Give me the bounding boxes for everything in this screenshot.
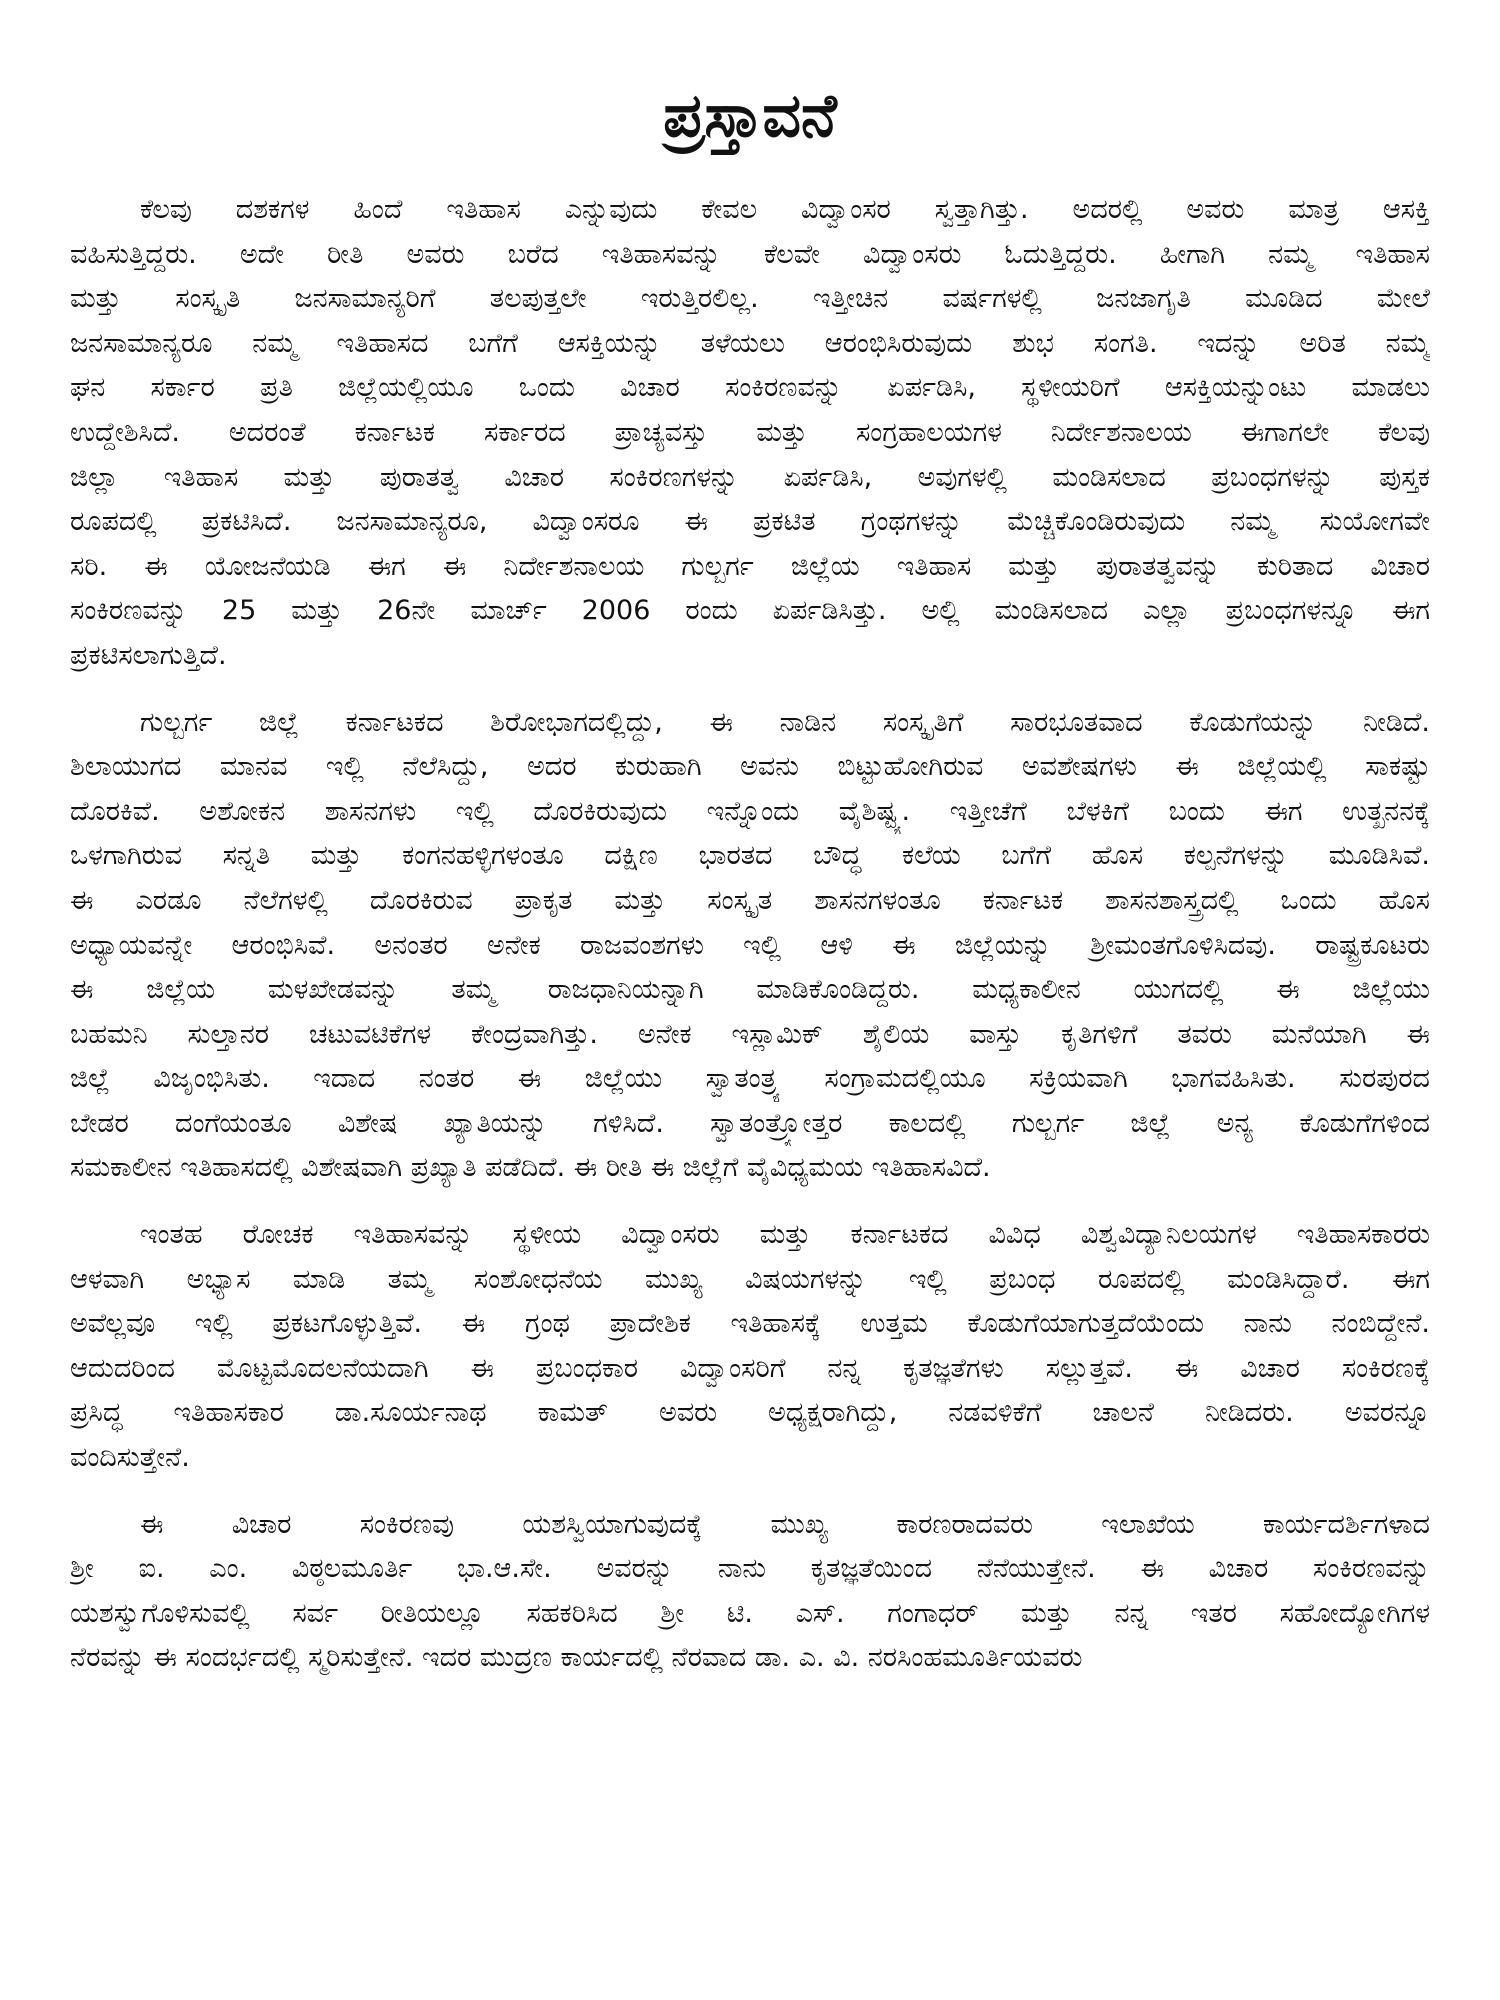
text-line: ಸರಿ. ಈ ಯೋಜನೆಯಡಿ ಈಗ ಈ ನಿರ್ದೇಶನಾಲಯ ಗುಲ್ಬರ್ಗ ಜಿಲ್ಲೆಯ ಇತಿಹಾಸ ಮತ್ತು ಪುರಾತತ್ವವನ್ನು ಕುರಿತಾದ ವಿಚಾರ (70, 550, 1430, 582)
text-line: ಸಮಕಾಲೀನ ಇತಿಹಾಸದಲ್ಲಿ ವಿಶೇಷವಾಗಿ ಪ್ರಖ್ಯಾತಿ ಪಡೆದಿದೆ. ಈ ರೀತಿ ಈ ಜಿಲ್ಲೆಗೆ ವೈವಿಧ್ಯಮಯ ಇತಿಹಾಸವಿದೆ. (70, 1152, 991, 1184)
paragraph (70, 701, 1430, 1192)
text-line: ಶಿಲಾಯುಗದ ಮಾನವ ಇಲ್ಲಿ ನೆಲೆಸಿದ್ದು, ಅದರ ಕುರುಹಾಗಿ ಅವನು ಬಿಟ್ಟುಹೋಗಿರುವ ಅವಶೇಷಗಳು ಈ ಜಿಲ್ಲೆಯಲ್ಲಿ ಸಾಕಷ್ಟು (70, 751, 1430, 783)
text-line: ಜನಸಾಮಾನ್ಯರೂ ನಮ್ಮ ಇತಿಹಾಸದ ಬಗೆಗೆ ಆಸಕ್ತಿಯನ್ನು ತಳೆಯಲು ಆರಂಭಿಸಿರುವುದು ಶುಭ ಸಂಗತಿ. ಇದನ್ನು ಅರಿತ ನಮ್ಮ (70, 327, 1430, 359)
text-line: ರೂಪದಲ್ಲಿ ಪ್ರಕಟಿಸಿದೆ. ಜನಸಾಮಾನ್ಯರೂ, ವಿದ್ವಾಂಸರೂ ಈ ಪ್ರಕಟಿತ ಗ್ರಂಥಗಳನ್ನು ಮೆಚ್ಚಿಕೊಂಡಿರುವುದು ನಮ್ಮ ಸುಯೋಗವೇ (70, 506, 1430, 538)
text-line: ಪ್ರಕಟಿಸಲಾಗುತ್ತಿದೆ. (70, 639, 227, 671)
text-line: ವಹಿಸುತ್ತಿದ್ದರು. ಅದೇ ರೀತಿ ಅವರು ಬರೆದ ಇತಿಹಾಸವನ್ನು ಕೆಲವೇ ವಿದ್ವಾಂಸರು ಓದುತ್ತಿದ್ದರು. ಹೀಗಾಗಿ ನಮ್ಮ ಇತಿಹಾಸ (70, 238, 1430, 270)
text-line: ಇಂತಹ ರೋಚಕ ಇತಿಹಾಸವನ್ನು ಸ್ಥಳೀಯ ವಿದ್ವಾಂಸರು ಮತ್ತು ಕರ್ನಾಟಕದ ವಿವಿಧ ವಿಶ್ವವಿದ್ಯಾನಿಲಯಗಳ ಇತಿಹಾಸಕಾರರು (140, 1219, 1430, 1251)
text-line: ಪ್ರಸಿದ್ಧ ಇತಿಹಾಸಕಾರ ಡಾ.ಸೂರ್ಯನಾಥ ಕಾಮತ್ ಅವರು ಅಧ್ಯಕ್ಷರಾಗಿದ್ದು, ನಡವಳಿಕೆಗೆ ಚಾಲನೆ ನೀಡಿದರು. ಅವರನ್ನೂ (70, 1397, 1430, 1429)
paragraph (70, 188, 1430, 679)
text-line: ಜಿಲ್ಲೆ ವಿಜೃಂಭಿಸಿತು. ಇದಾದ ನಂತರ ಈ ಜಿಲ್ಲೆಯು ಸ್ವಾತಂತ್ರ್ಯ ಸಂಗ್ರಾಮದಲ್ಲಿಯೂ ಸಕ್ರಿಯವಾಗಿ ಭಾಗವಹಿಸಿತು. ಸುರಪುರದ (70, 1063, 1430, 1095)
text-line: ನೆರವನ್ನು ಈ ಸಂದರ್ಭದಲ್ಲಿ ಸ್ಮರಿಸುತ್ತೇನೆ. ಇದರ ಮುದ್ರಣ ಕಾರ್ಯದಲ್ಲಿ ನೆರವಾದ ಡಾ. ಎ. ವಿ. ನರಸಿಂಹಮೂರ್ತಿಯವರು (70, 1642, 1083, 1674)
text-line: ಬೇಡರ ದಂಗೆಯಂತೂ ವಿಶೇಷ ಖ್ಯಾತಿಯನ್ನು ಗಳಿಸಿದೆ. ಸ್ವಾತಂತ್ರ್ಯೋತ್ತರ ಕಾಲದಲ್ಲಿ ಗುಲ್ಬರ್ಗ ಜಿಲ್ಲೆ ಅನ್ಯ ಕೊಡುಗೆಗಳಿಂದ (70, 1107, 1430, 1139)
text-line: ಜಿಲ್ಲಾ ಇತಿಹಾಸ ಮತ್ತು ಪುರಾತತ್ವ ವಿಚಾರ ಸಂಕಿರಣಗಳನ್ನು ಏರ್ಪಡಿಸಿ, ಅವುಗಳಲ್ಲಿ ಮಂಡಿಸಲಾದ ಪ್ರಬಂಧಗಳನ್ನು ಪುಸ್ತಕ (70, 461, 1430, 493)
text-line: ಉದ್ದೇಶಿಸಿದೆ. ಅದರಂತೆ ಕರ್ನಾಟಕ ಸರ್ಕಾರದ ಪ್ರಾಚ್ಯವಸ್ತು ಮತ್ತು ಸಂಗ್ರಹಾಲಯಗಳ ನಿರ್ದೇಶನಾಲಯ ಈಗಾಗಲೇ ಕೆಲವು (70, 416, 1430, 448)
text-line: ಘನ ಸರ್ಕಾರ ಪ್ರತಿ ಜಿಲ್ಲೆಯಲ್ಲಿಯೂ ಒಂದು ವಿಚಾರ ಸಂಕಿರಣವನ್ನು ಏರ್ಪಡಿಸಿ, ಸ್ಥಳೀಯರಿಗೆ ಆಸಕ್ತಿಯನ್ನುಂಟು ಮಾಡಲು (70, 372, 1430, 404)
text-line: ಈ ಎರಡೂ ನೆಲೆಗಳಲ್ಲಿ ದೊರಕಿರುವ ಪ್ರಾಕೃತ ಮತ್ತು ಸಂಸ್ಕೃತ ಶಾಸನಗಳಂತೂ ಕರ್ನಾಟಕ ಶಾಸನಶಾಸ್ತ್ರದಲ್ಲಿ ಒಂದು ಹೊಸ (70, 884, 1430, 916)
text-line: ಶ್ರೀ ಐ. ಎಂ. ವಿಠ್ಠಲಮೂರ್ತಿ ಭಾ.ಆ.ಸೇ. ಅವರನ್ನು ನಾನು ಕೃತಜ್ಞತೆಯಿಂದ ನೆನೆಯುತ್ತೇನೆ. ಈ ವಿಚಾರ ಸಂಕಿರಣವನ್ನು (70, 1553, 1430, 1585)
text-line: ಒಳಗಾಗಿರುವ ಸನ್ನತಿ ಮತ್ತು ಕಂಗನಹಳ್ಳಿಗಳಂತೂ ದಕ್ಷಿಣ ಭಾರತದ ಬೌದ್ಧ ಕಲೆಯ ಬಗೆಗೆ ಹೊಸ ಕಲ್ಪನೆಗಳನ್ನು ಮೂಡಿಸಿವೆ. (70, 840, 1430, 872)
text-line: ಅವೆಲ್ಲವೂ ಇಲ್ಲಿ ಪ್ರಕಟಗೊಳ್ಳುತ್ತಿವೆ. ಈ ಗ್ರಂಥ ಪ್ರಾದೇಶಿಕ ಇತಿಹಾಸಕ್ಕೆ ಉತ್ತಮ ಕೊಡುಗೆಯಾಗುತ್ತದೆಯೆಂದು ನಾನು ನಂಬಿದ್ದೇನೆ. (70, 1308, 1430, 1340)
text-line: ವಂದಿಸುತ್ತೇನೆ. (70, 1442, 190, 1474)
document-body (70, 188, 1430, 1681)
text-line: ಅಧ್ಯಾಯವನ್ನೇ ಆರಂಭಿಸಿವೆ. ಅನಂತರ ಅನೇಕ ರಾಜವಂಶಗಳು ಇಲ್ಲಿ ಆಳಿ ಈ ಜಿಲ್ಲೆಯನ್ನು ಶ್ರೀಮಂತಗೊಳಿಸಿದವು. ರಾಷ್ಟ್ರಕೂಟರು (70, 929, 1430, 961)
page-title: ಪ್ರಸ್ತಾವನೆ (663, 81, 837, 151)
text-line: ಯಶಸ್ವುಗೊಳಿಸುವಲ್ಲಿ ಸರ್ವ ರೀತಿಯಲ್ಲೂ ಸಹಕರಿಸಿದ ಶ್ರೀ ಟಿ. ಎಸ್. ಗಂಗಾಧರ್ ಮತ್ತು ನನ್ನ ಇತರ ಸಹೋದ್ಯೋಗಿಗಳ (70, 1597, 1430, 1629)
text-line: ಗುಲ್ಬರ್ಗ ಜಿಲ್ಲೆ ಕರ್ನಾಟಕದ ಶಿರೋಭಾಗದಲ್ಲಿದ್ದು, ಈ ನಾಡಿನ ಸಂಸ್ಕೃತಿಗೆ ಸಾರಭೂತವಾದ ಕೊಡುಗೆಯನ್ನು ನೀಡಿದೆ. (140, 706, 1430, 738)
text-line: ಆಳವಾಗಿ ಅಭ್ಯಾಸ ಮಾಡಿ ತಮ್ಮ ಸಂಶೋಧನೆಯ ಮುಖ್ಯ ವಿಷಯಗಳನ್ನು ಇಲ್ಲಿ ಪ್ರಬಂಧ ರೂಪದಲ್ಲಿ ಮಂಡಿಸಿದ್ದಾರೆ. ಈಗ (70, 1263, 1430, 1295)
text-line: ದೊರಕಿವೆ. ಅಶೋಕನ ಶಾಸನಗಳು ಇಲ್ಲಿ ದೊರಕಿರುವುದು ಇನ್ನೊಂದು ವೈಶಿಷ್ಟ್ಯ. ಇತ್ತೀಚೆಗೆ ಬೆಳಕಿಗೆ ಬಂದು ಈಗ ಉತ್ಖನನಕ್ಕೆ (70, 795, 1430, 827)
text-line: ಈ ಜಿಲ್ಲೆಯ ಮಳಖೇಡವನ್ನು ತಮ್ಮ ರಾಜಧಾನಿಯನ್ನಾಗಿ ಮಾಡಿಕೊಂಡಿದ್ದರು. ಮಧ್ಯಕಾಲೀನ ಯುಗದಲ್ಲಿ ಈ ಜಿಲ್ಲೆಯು (70, 974, 1430, 1006)
text-line: ಆದುದರಿಂದ ಮೊಟ್ಟಮೊದಲನೆಯದಾಗಿ ಈ ಪ್ರಬಂಧಕಾರ ವಿದ್ವಾಂಸರಿಗೆ ನನ್ನ ಕೃತಜ್ಞತೆಗಳು ಸಲ್ಲುತ್ತವೆ. ಈ ವಿಚಾರ ಸಂಕಿರಣಕ್ಕೆ (70, 1352, 1430, 1384)
text-line: ಈ ವಿಚಾರ ಸಂಕಿರಣವು ಯಶಸ್ವಿಯಾಗುವುದಕ್ಕೆ ಮುಖ್ಯ ಕಾರಣರಾದವರು ಇಲಾಖೆಯ ಕಾರ್ಯದರ್ಶಿಗಳಾದ (140, 1508, 1430, 1540)
text-line: ಸಂಕಿರಣವನ್ನು 25 ಮತ್ತು 26ನೇ ಮಾರ್ಚ್ 2006 ರಂದು ಏರ್ಪಡಿಸಿತ್ತು. ಅಲ್ಲಿ ಮಂಡಿಸಲಾದ ಎಲ್ಲಾ ಪ್ರಬಂಧಗಳನ್ನೂ ಈಗ (70, 595, 1430, 627)
paragraph (70, 1213, 1430, 1481)
paragraph (70, 1503, 1430, 1681)
text-line: ಮತ್ತು ಸಂಸ್ಕೃತಿ ಜನಸಾಮಾನ್ಯರಿಗೆ ತಲಪುತ್ತಲೇ ಇರುತ್ತಿರಲಿಲ್ಲ. ಇತ್ತೀಚಿನ ವರ್ಷಗಳಲ್ಲಿ ಜನಜಾಗೃತಿ ಮೂಡಿದ ಮೇಲೆ (70, 283, 1430, 315)
text-line: ಬಹಮನಿ ಸುಲ್ತಾನರ ಚಟುವಟಿಕೆಗಳ ಕೇಂದ್ರವಾಗಿತ್ತು. ಅನೇಕ ಇಸ್ಲಾಮಿಕ್ ಶೈಲಿಯ ವಾಸ್ತು ಕೃತಿಗಳಿಗೆ ತವರು ಮನೆಯಾಗಿ ಈ (70, 1018, 1430, 1050)
text-line: ಕೆಲವು ದಶಕಗಳ ಹಿಂದೆ ಇತಿಹಾಸ ಎನ್ನುವುದು ಕೇವಲ ವಿದ್ವಾಂಸರ ಸ್ವತ್ತಾಗಿತ್ತು. ಅದರಲ್ಲಿ ಅವರು ಮಾತ್ರ ಆಸಕ್ತಿ (140, 194, 1430, 225)
